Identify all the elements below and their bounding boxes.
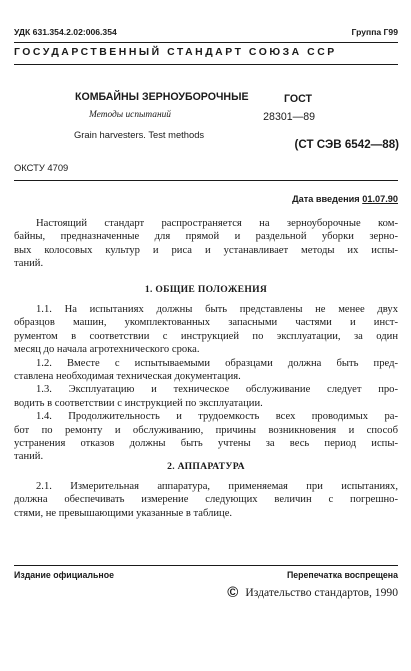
reprint-notice: Перепечатка воспрещена: [286, 570, 398, 580]
section-1-line: 1.3. Эксплуатацию и техническое обслуживание следует про-: [36, 384, 398, 396]
english-title: Grain harvesters. Test methods: [74, 129, 205, 140]
section-1-line: ставлена необходимая техническая документация.: [14, 371, 241, 383]
copyright-symbol: ©: [227, 584, 239, 601]
intro-line: Настоящий стандарт распространяется на зерноуборочные ком-: [36, 218, 398, 229]
st-sev-number: (СТ СЭВ 6542—88): [294, 138, 399, 151]
section-1-body: [14, 303, 398, 464]
title-block-rule: [14, 180, 398, 181]
gost-label: ГОСТ: [284, 93, 312, 105]
section-2-heading: 2. АППАРАТУРА: [167, 461, 245, 472]
effective-date: [292, 194, 398, 204]
oksty-code: ОКСТУ 4709: [14, 162, 69, 173]
footer-rule: [14, 565, 398, 566]
section-2-body: [14, 480, 398, 520]
section-2-line: должна обеспечивать измерение следующих величин с погрешно-: [14, 494, 398, 506]
section-1-line: 1.2. Вместе с испытываемыми образцами должна быть пред-: [36, 357, 398, 369]
section-1-line: таний.: [14, 451, 44, 463]
intro-line: вых колосовых культур и риса и устанавливает методы их испы-: [14, 244, 398, 256]
document-subtitle: Методы испытаний: [89, 110, 171, 120]
intro-line: таний.: [14, 258, 44, 270]
section-1-line: водить в соответствии с инструкцией по эксплуатации.: [14, 397, 263, 409]
header-rule: [14, 64, 398, 65]
section-2-line: 2.1. Измерительная аппаратура, применяемая при испытаниях,: [36, 481, 398, 492]
state-standard-title: ГОСУДАРСТВЕННЫЙ СТАНДАРТ СОЮЗА ССР: [14, 47, 337, 58]
document-title: КОМБАЙНЫ ЗЕРНОУБОРОЧНЫЕ: [75, 91, 249, 103]
section-1-line: устранения отказов должны быть учтены за весь период испы-: [14, 438, 398, 450]
section-1-line: бот по ремонту и обслуживанию, причины возникновения и способ: [14, 424, 398, 436]
gost-number: 28301—89: [263, 111, 315, 123]
copyright: [227, 583, 398, 601]
effective-date-label: Дата введения: [292, 194, 360, 204]
section-1-line: 1.1. На испытаниях должны быть представлены не менее двух: [36, 304, 398, 315]
publisher: Издательство стандартов, 1990: [245, 586, 398, 599]
top-rule: [14, 42, 398, 43]
intro-line: байны, предназначенные для прямой и раздельной уборки зерно-: [14, 231, 398, 243]
section-1-line: образцов машин, укомплектованных запасными частями и инст-: [14, 317, 398, 329]
section-1-line: месяц до начала агротехнического срока.: [14, 344, 200, 356]
section-1-heading: 1. ОБЩИЕ ПОЛОЖЕНИЯ: [144, 284, 268, 295]
group-code: Группа Г99: [351, 27, 398, 37]
section-1-line: 1.4. Продолжительность и трудоемкость всех проводимых ра-: [36, 411, 398, 423]
intro-paragraph: [14, 217, 398, 271]
udk-code: УДК 631.354.2.02:006.354: [14, 27, 117, 37]
section-2-line: стями, не превышающими указанные в таблице.: [14, 507, 233, 519]
official-edition: Издание официальное: [14, 570, 114, 580]
effective-date-value: 01.07.90: [362, 194, 398, 204]
section-1-line: рументом в соответствии с инструкцией по эксплуатации, за один: [14, 330, 398, 342]
